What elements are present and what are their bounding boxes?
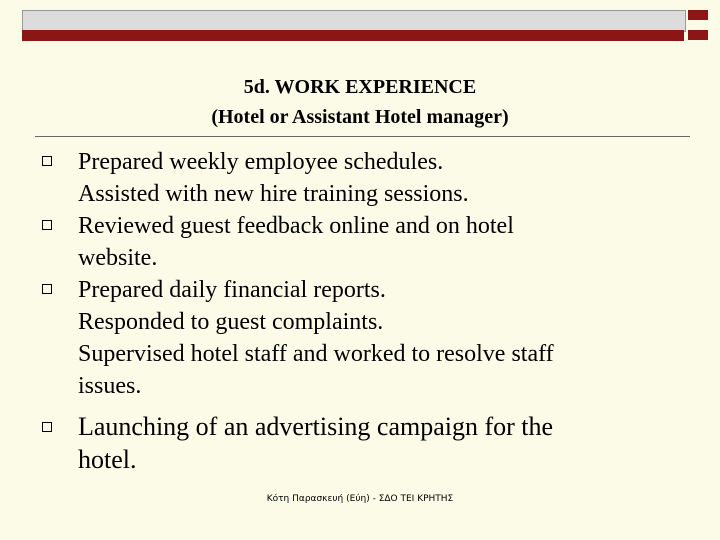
slide-title — [0, 72, 720, 132]
square-bullet-icon — [42, 284, 52, 294]
header-band — [22, 10, 686, 32]
list-item-line: Responded to guest complaints. — [78, 309, 384, 335]
list-item-line: Prepared weekly employee schedules. — [78, 149, 444, 175]
title-line-2: (Hotel or Assistant Hotel manager) — [211, 106, 509, 128]
list-item-text — [78, 146, 469, 210]
list-item-text — [78, 210, 514, 274]
corner-square-top — [688, 10, 708, 20]
square-bullet-icon — [42, 422, 52, 432]
list-item-line: Assisted with new hire training sessions. — [78, 181, 469, 207]
title-line-1: 5d. WORK EXPERIENCE — [243, 76, 477, 98]
list-item — [42, 210, 682, 274]
list-item-line: Reviewed guest feedback online and on hotel — [78, 213, 514, 239]
corner-square-bottom — [688, 30, 708, 40]
list-item-line: hotel. — [78, 445, 137, 474]
list-item-text — [78, 274, 554, 402]
list-item-line: issues. — [78, 373, 142, 399]
list-item — [42, 410, 682, 476]
list-item-line: Launching of an advertising campaign for the — [78, 412, 554, 441]
square-bullet-icon — [42, 220, 52, 230]
title-divider — [35, 136, 690, 137]
header-accent-bar — [22, 30, 684, 41]
list-item-line: Supervised hotel staff and worked to resolve staff — [78, 341, 554, 367]
list-item — [42, 146, 682, 210]
square-bullet-icon — [42, 156, 52, 166]
list-item — [42, 274, 682, 402]
bullet-list — [42, 146, 682, 476]
slide-footer: Κότη Παρασκευή (Εύη) - ΣΔΟ ΤΕΙ ΚΡΗΤΗΣ — [266, 494, 454, 504]
list-item-line: Prepared daily financial reports. — [78, 277, 386, 303]
list-item-text — [78, 410, 553, 476]
list-item-line: website. — [78, 245, 158, 271]
